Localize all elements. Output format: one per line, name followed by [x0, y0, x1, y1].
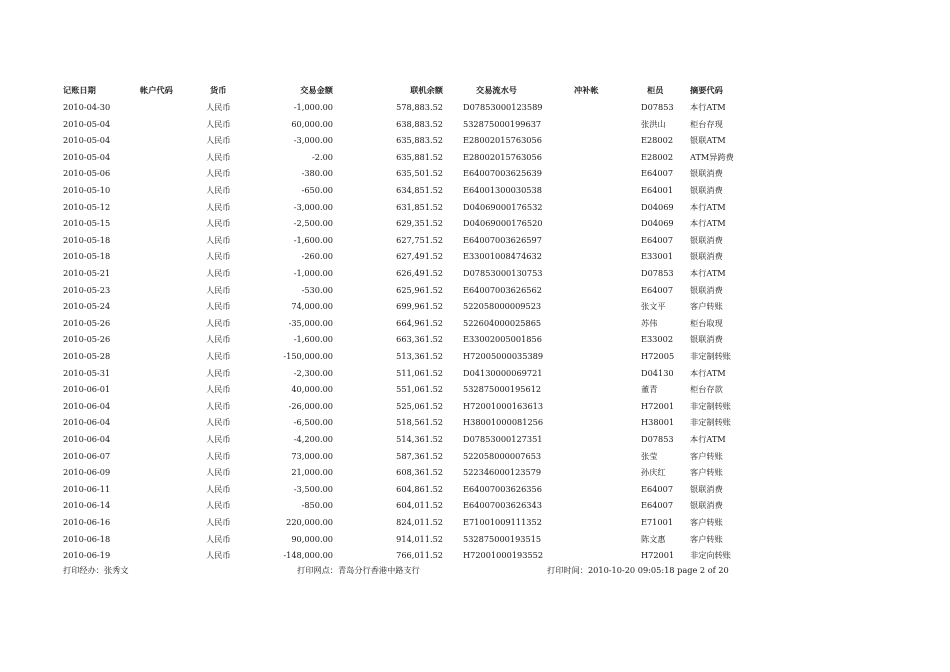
cell-teller: E64007	[641, 234, 674, 245]
table-row	[0, 265, 950, 282]
cell-balance: 631,851.52	[396, 201, 443, 212]
cell-memo: 银联消费	[690, 234, 723, 245]
cell-date: 2010-06-19	[63, 550, 111, 561]
cell-balance: 604,861.52	[396, 483, 443, 494]
cell-balance: 625,961.52	[396, 284, 443, 295]
cell-date: 2010-05-28	[63, 351, 111, 361]
cell-currency: 人民币	[206, 417, 231, 428]
cell-date: 2010-04-30	[63, 102, 111, 112]
cell-balance: 608,361.52	[396, 467, 443, 478]
cell-serial: H72001000193552	[463, 550, 544, 561]
header-date: 记账日期	[63, 85, 96, 95]
cell-teller: 陈文惠	[641, 533, 666, 544]
cell-balance: 551,061.52	[396, 384, 443, 395]
cell-memo: 银联消费	[690, 483, 723, 494]
cell-balance: 629,351.52	[396, 218, 443, 229]
cell-serial: H72001000163613	[463, 400, 544, 411]
cell-memo: 柜台存现	[690, 118, 723, 129]
cell-amount: -3,000.00	[293, 135, 333, 146]
cell-amount: -35,000.00	[288, 317, 333, 328]
cell-memo: 非定向转账	[690, 550, 731, 561]
cell-date: 2010-06-11	[63, 483, 111, 494]
cell-date: 2010-06-04	[63, 417, 111, 428]
cell-currency: 人民币	[206, 284, 231, 295]
cell-date: 2010-05-10	[63, 185, 111, 195]
table-row	[0, 381, 950, 398]
cell-date: 2010-05-31	[63, 367, 111, 378]
cell-teller: D07853	[641, 268, 674, 278]
cell-currency: 人民币	[206, 317, 231, 328]
cell-teller: E64007	[641, 483, 674, 494]
cell-date: 2010-06-04	[63, 434, 111, 444]
header-account: 帐户代码	[140, 85, 173, 95]
cell-currency: 人民币	[206, 533, 231, 544]
cell-amount: -1,000.00	[293, 268, 333, 278]
cell-balance: 663,361.52	[396, 334, 443, 345]
cell-amount: -1,600.00	[293, 234, 333, 245]
print-footer	[0, 562, 950, 578]
cell-currency: 人民币	[206, 384, 231, 395]
cell-serial: D04130000069721	[463, 367, 543, 378]
cell-memo: 本行ATM	[690, 367, 726, 378]
cell-memo: ATM异跨费	[690, 151, 734, 162]
table-row	[0, 481, 950, 498]
cell-currency: 人民币	[206, 268, 231, 278]
cell-currency: 人民币	[206, 334, 231, 345]
cell-date: 2010-05-04	[63, 118, 111, 129]
cell-teller: E28002	[641, 135, 674, 146]
cell-currency: 人民币	[206, 517, 231, 527]
cell-currency: 人民币	[206, 218, 231, 229]
table-header	[0, 82, 950, 99]
table-row	[0, 431, 950, 448]
cell-amount: -3,000.00	[293, 201, 333, 212]
cell-serial: 522604000025865	[463, 317, 542, 328]
cell-teller: E71001	[641, 517, 674, 527]
cell-currency: 人民币	[206, 301, 231, 312]
cell-currency: 人民币	[206, 118, 231, 129]
header-balance: 联机余额	[410, 85, 443, 95]
cell-currency: 人民币	[206, 434, 231, 444]
cell-amount: -2,300.00	[293, 367, 333, 378]
table-row	[0, 248, 950, 265]
cell-amount: -650.00	[301, 185, 333, 195]
table-row	[0, 448, 950, 465]
cell-currency: 人民币	[206, 251, 231, 262]
header-reversal: 冲补帐	[574, 85, 599, 95]
cell-balance: 514,361.52	[396, 434, 443, 444]
table-row	[0, 331, 950, 348]
header-memo: 摘要代码	[690, 85, 723, 95]
cell-teller: E33002	[641, 334, 674, 345]
footer-site: 打印网点：青岛分行香港中路支行	[297, 565, 420, 575]
cell-date: 2010-06-01	[63, 384, 111, 395]
cell-amount: -4,200.00	[293, 434, 333, 444]
cell-balance: 766,011.52	[396, 550, 443, 561]
cell-date: 2010-05-21	[63, 268, 111, 278]
cell-currency: 人民币	[206, 185, 231, 195]
cell-date: 2010-05-26	[63, 317, 111, 328]
cell-serial: E28002015763056	[463, 135, 542, 146]
table-row	[0, 149, 950, 166]
cell-amount: -380.00	[301, 168, 333, 179]
cell-amount: -26,000.00	[288, 400, 333, 411]
cell-date: 2010-05-18	[63, 251, 111, 262]
cell-teller: H72005	[641, 351, 675, 361]
cell-teller: 张文平	[641, 301, 666, 312]
cell-serial: E64007003626356	[463, 483, 542, 494]
cell-memo: 银联消费	[690, 185, 723, 195]
cell-memo: 银联消费	[690, 500, 723, 511]
cell-date: 2010-06-16	[63, 517, 111, 527]
cell-memo: 客户转账	[690, 517, 723, 527]
cell-serial: E33001008474632	[463, 251, 542, 262]
cell-memo: 本行ATM	[690, 102, 726, 112]
cell-amount: -148,000.00	[283, 550, 333, 561]
footer-time: 打印时间：2010-10-20 09:05:18 page 2 of 20	[547, 565, 729, 575]
header-amount: 交易金额	[300, 85, 333, 95]
cell-serial: D07853000123589	[463, 102, 543, 112]
cell-balance: 635,501.52	[396, 168, 443, 179]
header-teller: 柜员	[647, 85, 664, 95]
cell-date: 2010-06-09	[63, 467, 111, 478]
cell-memo: 柜台存款	[690, 384, 723, 395]
cell-currency: 人民币	[206, 483, 231, 494]
cell-balance: 634,851.52	[396, 185, 443, 195]
cell-currency: 人民币	[206, 135, 231, 146]
cell-amount: 73,000.00	[291, 450, 333, 461]
cell-currency: 人民币	[206, 500, 231, 511]
cell-balance: 699,961.52	[396, 301, 443, 312]
cell-amount: -530.00	[301, 284, 333, 295]
cell-currency: 人民币	[206, 201, 231, 212]
header-currency: 货币	[210, 85, 227, 95]
cell-serial: E64007003626562	[463, 284, 542, 295]
cell-teller: E33001	[641, 251, 674, 262]
cell-memo: 客户转账	[690, 450, 723, 461]
cell-balance: 627,751.52	[396, 234, 443, 245]
cell-currency: 人民币	[206, 234, 231, 245]
cell-memo: 客户转账	[690, 533, 723, 544]
cell-date: 2010-05-23	[63, 284, 111, 295]
cell-teller: D04130	[641, 367, 674, 378]
cell-teller: D04069	[641, 201, 674, 212]
table-row	[0, 282, 950, 299]
cell-balance: 824,011.52	[396, 517, 443, 527]
table-row	[0, 497, 950, 514]
cell-teller: 董青	[641, 384, 658, 395]
cell-date: 2010-06-04	[63, 400, 111, 411]
cell-memo: 非定制转账	[690, 400, 731, 411]
cell-teller: 张洪山	[641, 118, 666, 129]
cell-date: 2010-06-07	[63, 450, 111, 461]
cell-date: 2010-05-18	[63, 234, 111, 245]
cell-teller: E64007	[641, 500, 674, 511]
table-row	[0, 99, 950, 116]
cell-currency: 人民币	[206, 151, 231, 162]
cell-balance: 587,361.52	[396, 450, 443, 461]
cell-serial: E64007003626343	[463, 500, 542, 511]
cell-balance: 638,883.52	[396, 118, 443, 129]
cell-currency: 人民币	[206, 351, 231, 361]
cell-balance: 914,011.52	[396, 533, 443, 544]
cell-teller: E64007	[641, 168, 674, 179]
cell-memo: 本行ATM	[690, 434, 726, 444]
table-row	[0, 215, 950, 232]
cell-memo: 客户转账	[690, 301, 723, 312]
cell-currency: 人民币	[206, 400, 231, 411]
cell-balance: 513,361.52	[396, 351, 443, 361]
cell-memo: 本行ATM	[690, 201, 726, 212]
cell-amount: 40,000.00	[291, 384, 333, 395]
table-row	[0, 132, 950, 149]
cell-memo: 本行ATM	[690, 268, 726, 278]
cell-memo: 柜台取现	[690, 317, 723, 328]
cell-serial: 522058000009523	[463, 301, 542, 312]
table-row	[0, 199, 950, 216]
cell-serial: H72005000035389	[463, 351, 544, 361]
cell-serial: D07853000127351	[463, 434, 543, 444]
cell-teller: H72001	[641, 400, 675, 411]
cell-balance: 626,491.52	[396, 268, 443, 278]
cell-serial: E33002005001856	[463, 334, 542, 345]
cell-serial: 532875000199637	[463, 118, 542, 129]
table-row	[0, 315, 950, 332]
cell-currency: 人民币	[206, 450, 231, 461]
cell-balance: 511,061.52	[396, 367, 443, 378]
cell-date: 2010-05-04	[63, 151, 111, 162]
cell-balance: 604,011.52	[396, 500, 443, 511]
cell-balance: 635,881.52	[396, 151, 443, 162]
cell-serial: D07853000130753	[463, 268, 543, 278]
cell-balance: 578,883.52	[396, 102, 443, 112]
cell-amount: -2,500.00	[293, 218, 333, 229]
cell-amount: -2.00	[312, 151, 333, 162]
cell-serial: E64007003625639	[463, 168, 542, 179]
cell-date: 2010-06-14	[63, 500, 111, 511]
cell-serial: E64007003626597	[463, 234, 542, 245]
cell-date: 2010-05-06	[63, 168, 111, 179]
cell-memo: 客户转账	[690, 467, 723, 478]
table-row	[0, 298, 950, 315]
table-row	[0, 531, 950, 548]
table-row	[0, 414, 950, 431]
cell-balance: 525,061.52	[396, 400, 443, 411]
table-row	[0, 165, 950, 182]
cell-date: 2010-05-24	[63, 301, 111, 312]
cell-serial: E28002015763056	[463, 151, 542, 162]
cell-currency: 人民币	[206, 168, 231, 179]
cell-teller: 张莹	[641, 450, 658, 461]
header-serial: 交易流水号	[476, 85, 517, 95]
cell-currency: 人民币	[206, 550, 231, 561]
footer-operator: 打印经办：张秀文	[63, 565, 129, 575]
cell-date: 2010-05-15	[63, 218, 111, 229]
cell-amount: 21,000.00	[291, 467, 333, 478]
cell-memo: 本行ATM	[690, 218, 726, 229]
cell-memo: 银联消费	[690, 251, 723, 262]
cell-currency: 人民币	[206, 367, 231, 378]
cell-balance: 627,491.52	[396, 251, 443, 262]
cell-amount: -3,500.00	[293, 483, 333, 494]
cell-teller: H72001	[641, 550, 675, 561]
cell-date: 2010-05-04	[63, 135, 111, 146]
cell-memo: 非定制转账	[690, 417, 731, 428]
cell-serial: D04069000176520	[463, 218, 543, 229]
cell-balance: 664,961.52	[396, 317, 443, 328]
cell-balance: 635,883.52	[396, 135, 443, 146]
cell-memo: 非定制转账	[690, 351, 731, 361]
cell-teller: E28002	[641, 151, 674, 162]
cell-serial: H38001000081256	[463, 417, 544, 428]
cell-teller: D07853	[641, 102, 674, 112]
cell-serial: D04069000176532	[463, 201, 543, 212]
cell-serial: E71001009111352	[463, 517, 542, 527]
cell-teller: 孙庆红	[641, 467, 666, 478]
cell-teller: D07853	[641, 434, 674, 444]
cell-amount: 74,000.00	[291, 301, 333, 312]
cell-balance: 518,561.52	[396, 417, 443, 428]
cell-amount: 60,000.00	[291, 118, 333, 129]
cell-date: 2010-05-12	[63, 201, 111, 212]
cell-teller: E64001	[641, 185, 674, 195]
table-row	[0, 182, 950, 199]
table-row	[0, 116, 950, 133]
cell-amount: 90,000.00	[291, 533, 333, 544]
cell-amount: -1,600.00	[293, 334, 333, 345]
cell-teller: D04069	[641, 218, 674, 229]
table-row	[0, 365, 950, 382]
cell-amount: -260.00	[301, 251, 333, 262]
table-row	[0, 464, 950, 481]
cell-serial: 532875000195612	[463, 384, 542, 395]
cell-currency: 人民币	[206, 102, 231, 112]
cell-currency: 人民币	[206, 467, 231, 478]
cell-teller: E64007	[641, 284, 674, 295]
cell-serial: 532875000193515	[463, 533, 542, 544]
table-row	[0, 398, 950, 415]
table-row	[0, 232, 950, 249]
cell-amount: 220,000.00	[286, 517, 333, 527]
cell-memo: 银联消费	[690, 168, 723, 179]
cell-teller: H38001	[641, 417, 675, 428]
table-row	[0, 348, 950, 365]
cell-memo: 银联消费	[690, 284, 723, 295]
cell-serial: 522058000007653	[463, 450, 542, 461]
cell-amount: -850.00	[301, 500, 333, 511]
cell-teller: 苏伟	[641, 317, 658, 328]
cell-serial: E64001300030538	[463, 185, 542, 195]
table-row	[0, 514, 950, 531]
cell-date: 2010-05-26	[63, 334, 111, 345]
cell-memo: 银联消费	[690, 334, 723, 345]
cell-amount: -6,500.00	[293, 417, 333, 428]
cell-serial: 522346000123579	[463, 467, 542, 478]
cell-amount: -150,000.00	[283, 351, 333, 361]
cell-memo: 银联ATM	[690, 135, 726, 146]
cell-date: 2010-06-18	[63, 533, 111, 544]
cell-amount: -1,000.00	[293, 102, 333, 112]
